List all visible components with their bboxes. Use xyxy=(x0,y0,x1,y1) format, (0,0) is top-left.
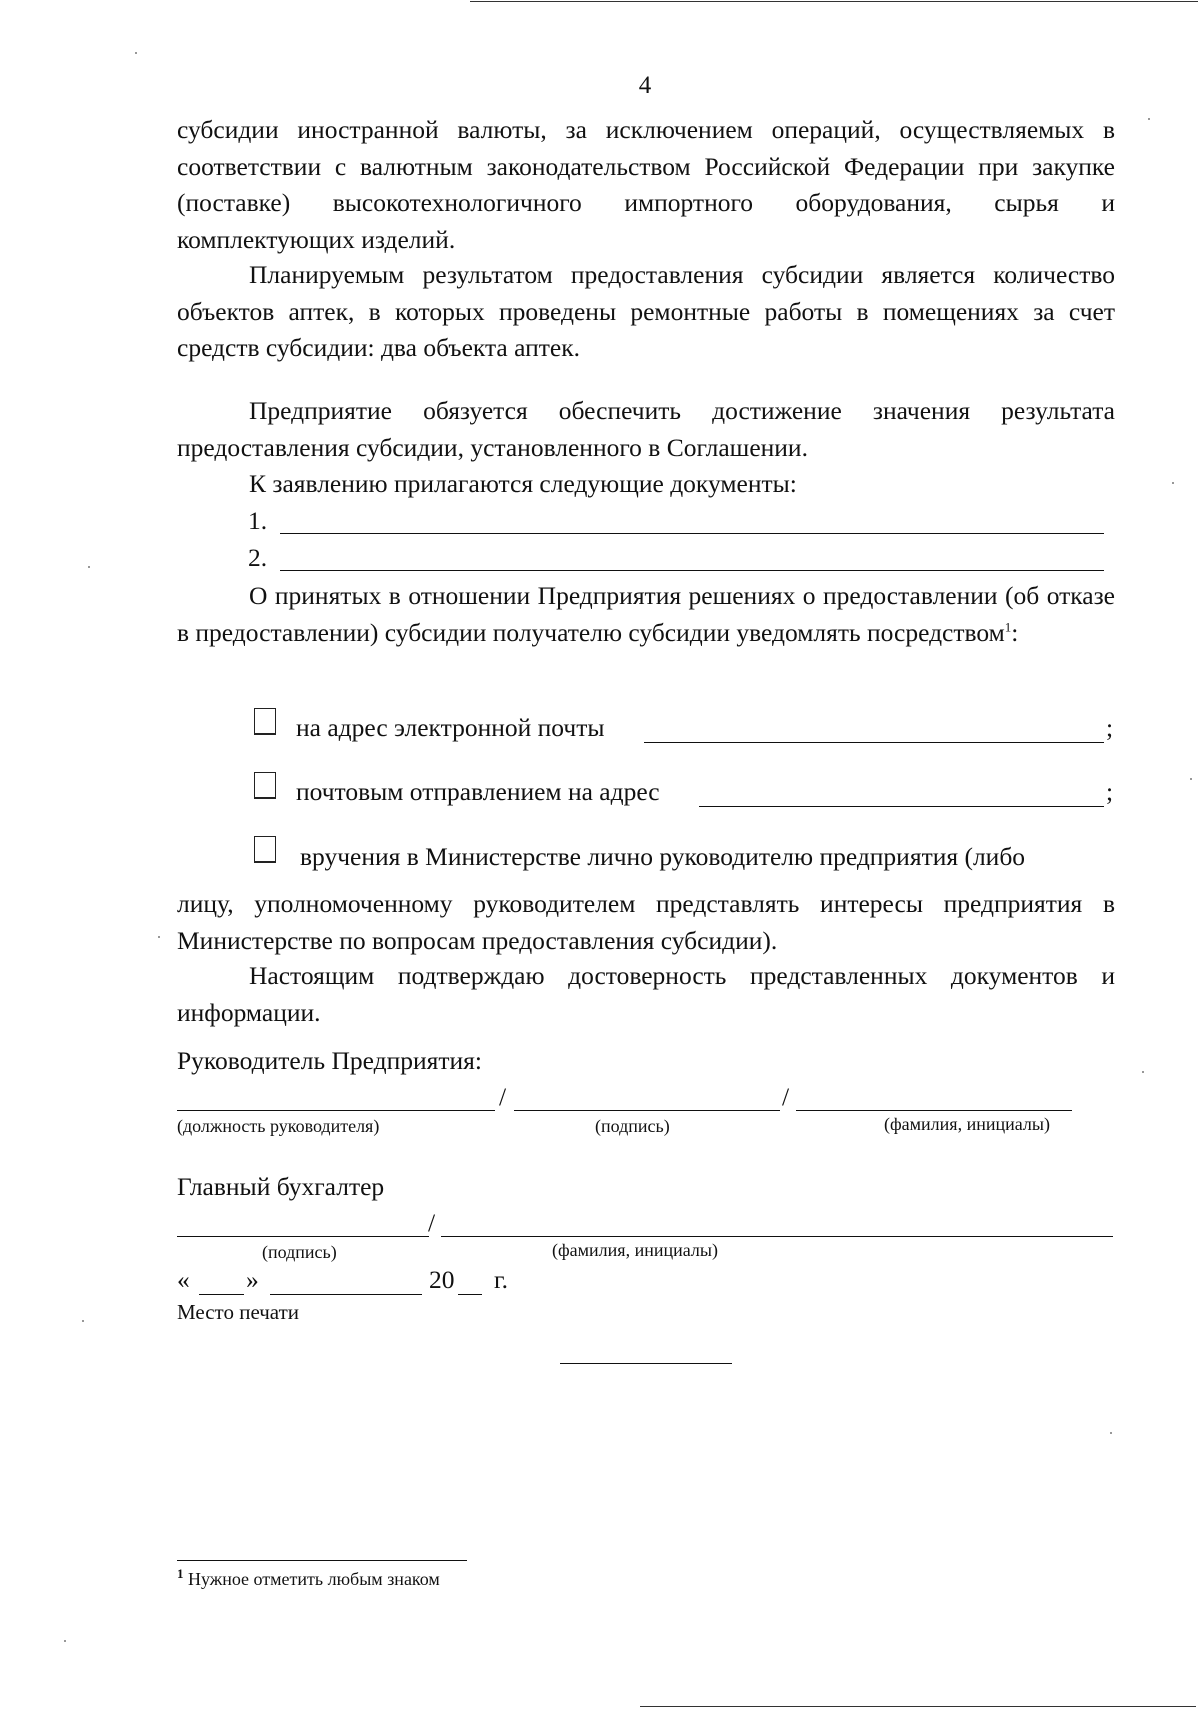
notification-method-colon: : xyxy=(1011,617,1019,647)
in-person-option-label: вручения в Министерстве лично руководителю предприятия (либо xyxy=(300,842,1026,871)
footnote-separator xyxy=(177,1560,467,1561)
footnote-mark: 1 xyxy=(177,1566,184,1581)
postal-option-semicolon: ; xyxy=(1106,777,1114,806)
scan-speck xyxy=(1148,118,1150,120)
postal-option-checkbox[interactable] xyxy=(254,772,276,799)
scan-speck xyxy=(1110,1432,1112,1434)
head-separator-2: / xyxy=(782,1082,790,1111)
email-option-label: на адрес электронной почты xyxy=(296,713,605,742)
paragraph-obligation: Предприятие обязуется обеспечить достижение значения результата предоставления субсидии, установленного в Соглашении. xyxy=(177,396,1115,462)
scan-speck xyxy=(1190,778,1192,780)
head-name-blank[interactable] xyxy=(796,1110,1072,1111)
date-day-blank[interactable] xyxy=(199,1294,244,1295)
paragraph-confirmation: Настоящим подтверждаю достоверность представленных документов и информации. xyxy=(177,961,1115,1027)
accountant-signature-title: Главный бухгалтер xyxy=(177,1172,385,1201)
email-address-blank[interactable] xyxy=(644,742,1104,743)
accountant-signature-blank[interactable] xyxy=(177,1236,429,1237)
end-of-document-rule xyxy=(560,1363,732,1364)
scan-speck xyxy=(82,1320,84,1322)
paragraph-attachments-intro: К заявлению прилагаются следующие документы: xyxy=(249,469,797,498)
head-signature-blank[interactable] xyxy=(514,1110,780,1111)
head-signature-title: Руководитель Предприятия: xyxy=(177,1046,482,1075)
date-year-prefix: 20 xyxy=(429,1265,455,1294)
scan-bottom-edge xyxy=(640,1706,1196,1707)
scan-speck xyxy=(64,1640,66,1642)
attachment-item-2-number: 2. xyxy=(248,543,268,572)
page-number: 4 xyxy=(638,72,652,99)
scan-speck xyxy=(1172,482,1174,484)
accountant-name-caption: (фамилия, инициалы) xyxy=(552,1240,718,1260)
date-open-quote: « xyxy=(177,1265,190,1294)
scan-speck xyxy=(1142,1071,1144,1073)
scan-speck xyxy=(88,566,90,568)
footnote xyxy=(177,1566,440,1590)
email-option-semicolon: ; xyxy=(1106,713,1114,742)
attachment-item-1-number: 1. xyxy=(248,506,268,535)
attachment-item-2-blank[interactable] xyxy=(280,570,1104,571)
head-position-blank[interactable] xyxy=(177,1110,495,1111)
paragraph-notification-method xyxy=(177,578,1115,651)
email-option-checkbox[interactable] xyxy=(254,708,276,735)
accountant-signature-caption: (подпись) xyxy=(262,1242,337,1262)
in-person-option-checkbox[interactable] xyxy=(254,836,276,863)
head-signature-caption: (подпись) xyxy=(595,1116,670,1136)
date-close-quote: » xyxy=(246,1265,259,1294)
attachment-item-1-blank[interactable] xyxy=(280,533,1104,534)
notification-method-text: О принятых в отношении Предприятия решениях о предоставлении (об отказе в предоставлении) субсидии получателю субсидии уведомлять посредством xyxy=(177,581,1115,647)
scan-speck xyxy=(158,936,160,938)
postal-option-label: почтовым отправлением на адрес xyxy=(296,777,660,806)
scan-speck xyxy=(135,52,137,54)
in-person-option-continuation: лицу, уполномоченному руководителем представлять интересы предприятия в Министерстве по вопросам предоставления субсидии). xyxy=(177,889,1115,955)
date-month-blank[interactable] xyxy=(270,1294,422,1295)
postal-address-blank[interactable] xyxy=(699,806,1104,807)
accountant-separator: / xyxy=(428,1208,436,1237)
date-year-blank[interactable] xyxy=(458,1294,482,1295)
footnote-reference: 1 xyxy=(1004,619,1012,634)
head-separator-1: / xyxy=(499,1082,507,1111)
scan-top-edge xyxy=(470,1,1198,2)
head-position-caption: (должность руководителя) xyxy=(177,1116,380,1136)
footnote-text: Нужное отметить любым знаком xyxy=(188,1569,440,1589)
accountant-name-blank[interactable] xyxy=(441,1236,1113,1237)
stamp-place-label: Место печати xyxy=(177,1300,300,1324)
date-year-suffix: г. xyxy=(494,1265,508,1294)
head-name-caption: (фамилия, инициалы) xyxy=(884,1114,1050,1134)
paragraph-planned-result: Планируемым результатом предоставления субсидии является количество объектов аптек, в которых проведены ремонтные работы в помещениях за счет средств субсидии: два объекта аптек. xyxy=(177,260,1115,362)
paragraph-currency-operations: субсидии иностранной валюты, за исключением операций, осуществляемых в соответствии с валютным законодательством Российской Федерации при закупке (поставке) высокотехнологичного импортного оборудования, сырья и комплектующих изделий. xyxy=(177,115,1115,254)
